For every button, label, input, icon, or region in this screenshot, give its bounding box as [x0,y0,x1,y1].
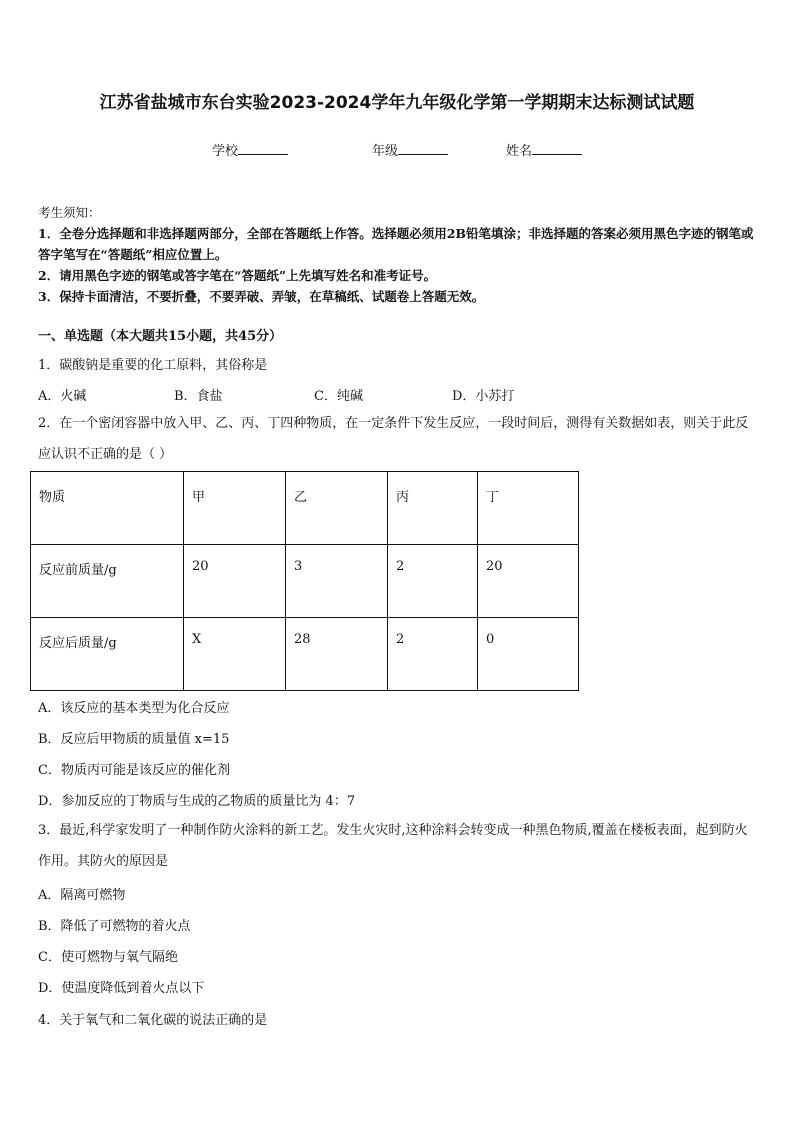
exam-title: 江苏省盐城市东台实验2023-2024学年九年级化学第一学期期末达标测试试题 [99,93,695,113]
table-header-cell: 物质 [31,472,184,545]
table-header-cell: 丙 [388,472,478,545]
notice-item-1: 1．全卷分选择题和非选择题两部分，全部在答题纸上作答。选择题必须用2B铅笔填涂；非选择题的答案必须用黑色字迹的钢笔或答字笔写在“答题纸”相应位置上。 [38,226,754,262]
q1-stem: 1．碳酸钠是重要的化工原料，其俗称是 [38,358,268,373]
notice-heading: 考生须知： [38,205,101,220]
notice-item-2: 2．请用黑色字迹的钢笔或答字笔在“答题纸”上先填写姓名和准考证号。 [38,268,437,283]
q2-option-d: D．参加反应的丁物质与生成的乙物质的质量比为 4：7 [38,794,356,809]
table-cell: 28 [286,618,388,691]
school-blank[interactable] [238,141,288,155]
table-header-cell: 乙 [286,472,388,545]
q1-option-c: C．纯碱 [314,389,363,404]
table-header-cell: 甲 [184,472,286,545]
table-header-row [31,472,579,545]
table-cell: 0 [478,618,579,691]
q2-option-c: C．物质丙可能是该反应的催化剂 [38,763,230,778]
q2-data-table [30,471,579,691]
table-cell: 2 [388,618,478,691]
school-field[interactable] [212,140,288,159]
table-row [31,545,579,618]
grade-label: 年级 [372,144,399,159]
q4-stem: 4．关于氧气和二氧化碳的说法正确的是 [38,1013,268,1028]
q3-option-b: B．降低了可燃物的着火点 [38,919,191,934]
table-cell: 反应后质量/g [31,618,184,691]
name-label: 姓名 [506,144,533,159]
q3-option-c: C．使可燃物与氧气隔绝 [38,950,178,965]
q2-stem: 2．在一个密闭容器中放入甲、乙、丙、丁四种物质，在一定条件下发生反应，一段时间后，测得有关数据如表，则关于此反应认识不正确的是（ ） [38,416,749,462]
table-cell: 反应前质量/g [31,545,184,618]
exam-notice [38,202,760,307]
name-field[interactable] [506,140,582,159]
school-label: 学校 [212,144,239,159]
name-blank[interactable] [532,141,582,155]
grade-field[interactable] [372,140,448,159]
table-cell: 2 [388,545,478,618]
table-cell: 3 [286,545,388,618]
table-cell: 20 [478,545,579,618]
q1-option-a: A．火碱 [38,389,87,404]
table-header-cell: 丁 [478,472,579,545]
section-heading: 一、单选题（本大题共15小题，共45分） [38,329,283,344]
q2-option-b: B．反应后甲物质的质量值 x=15 [38,732,230,747]
q3-option-d: D．使温度降低到着火点以下 [38,981,205,996]
q3-option-a: A．隔离可燃物 [38,888,126,903]
notice-item-3: 3．保持卡面清洁，不要折叠，不要弄破、弄皱，在草稿纸、试题卷上答题无效。 [38,289,485,304]
table-cell: X [184,618,286,691]
q2-option-a: A．该反应的基本类型为化合反应 [38,701,230,716]
q1-option-b: B．食盐 [174,389,223,404]
q3-stem: 3．最近,科学家发明了一种制作防火涂料的新工艺。发生火灾时,这种涂料会转变成一种黑色物质,覆盖在楼板表面，起到防火作用。其防火的原因是 [38,823,748,869]
table-cell: 20 [184,545,286,618]
grade-blank[interactable] [398,141,448,155]
q1-option-d: D．小苏打 [452,389,515,404]
table-row [31,618,579,691]
